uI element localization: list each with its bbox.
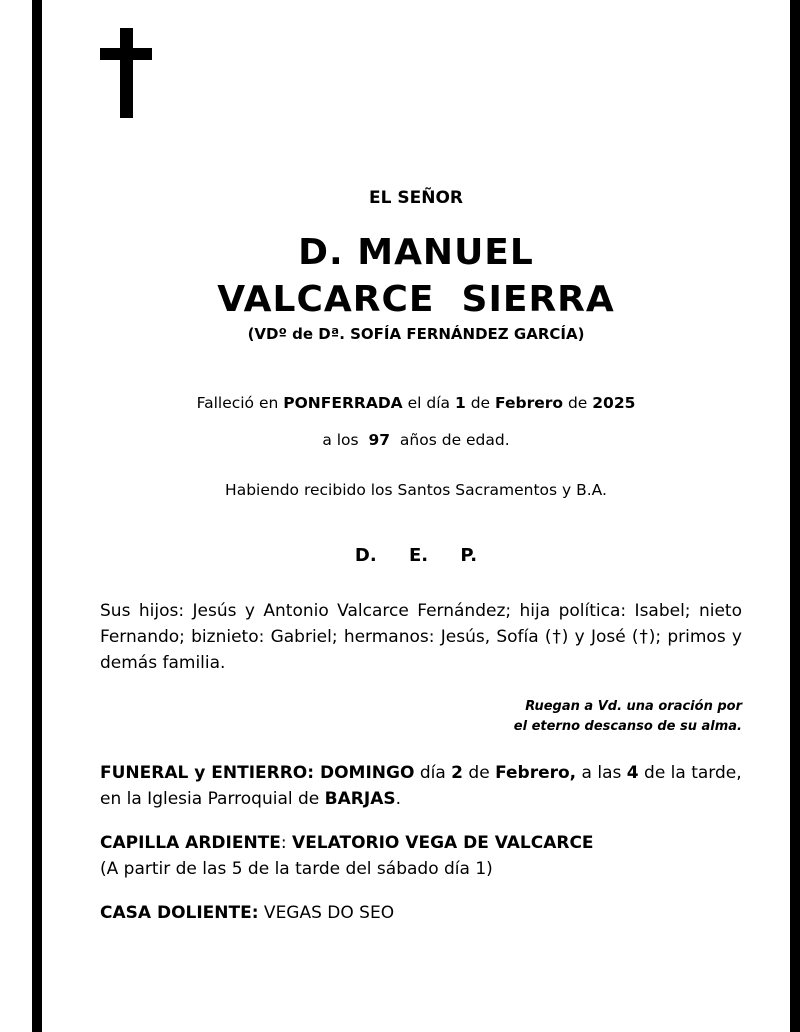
left-border <box>32 0 42 1032</box>
funeral-info: FUNERAL y ENTIERRO: DOMINGO día 2 de Febrero, a las 4 de la tarde, en la Iglesia Parroquial de BARJAS. <box>100 763 742 809</box>
mourning-house-info: CASA DOLIENTE: VEGAS DO SEO <box>100 903 395 923</box>
rip-text: D. E. P. <box>354 545 478 566</box>
deceased-name-line2: VALCARCE SIERRA <box>217 279 615 320</box>
right-border <box>790 0 800 1032</box>
prayer-request <box>400 697 742 737</box>
sacraments-info: Habiendo recibido los Santos Sacramentos y B.A. <box>225 481 607 499</box>
deceased-name-line1: D. MANUEL <box>298 232 534 273</box>
prayer-line-2: el eterno descanso de su alma. <box>513 719 742 734</box>
wake-note: (A partir de las 5 de la tarde del sábado día 1) <box>100 859 493 879</box>
family-list: Sus hijos: Jesús y Antonio Valcarce Fernández; hija política: Isabel; nieto Fernando; biznieto: Gabriel; hermanos: Jesús, Sofía (†) y José (†); primos y demás familia. <box>100 601 742 673</box>
age-info: a los 97 años de edad. <box>322 431 510 449</box>
prayer-line-1: Ruegan a Vd. una oración por <box>525 699 742 714</box>
widow-of: (VDº de Dª. SOFÍA FERNÁNDEZ GARCÍA) <box>247 325 585 343</box>
death-info: Falleció en PONFERRADA el día 1 de Febrero de 2025 <box>196 394 636 412</box>
cross-icon <box>100 28 154 120</box>
wake-info: CAPILLA ARDIENTE: VELATORIO VEGA DE VALCARCE (A partir de las 5 de la tarde del sábado día 1) <box>100 830 750 882</box>
intro-title: EL SEÑOR <box>369 188 463 208</box>
